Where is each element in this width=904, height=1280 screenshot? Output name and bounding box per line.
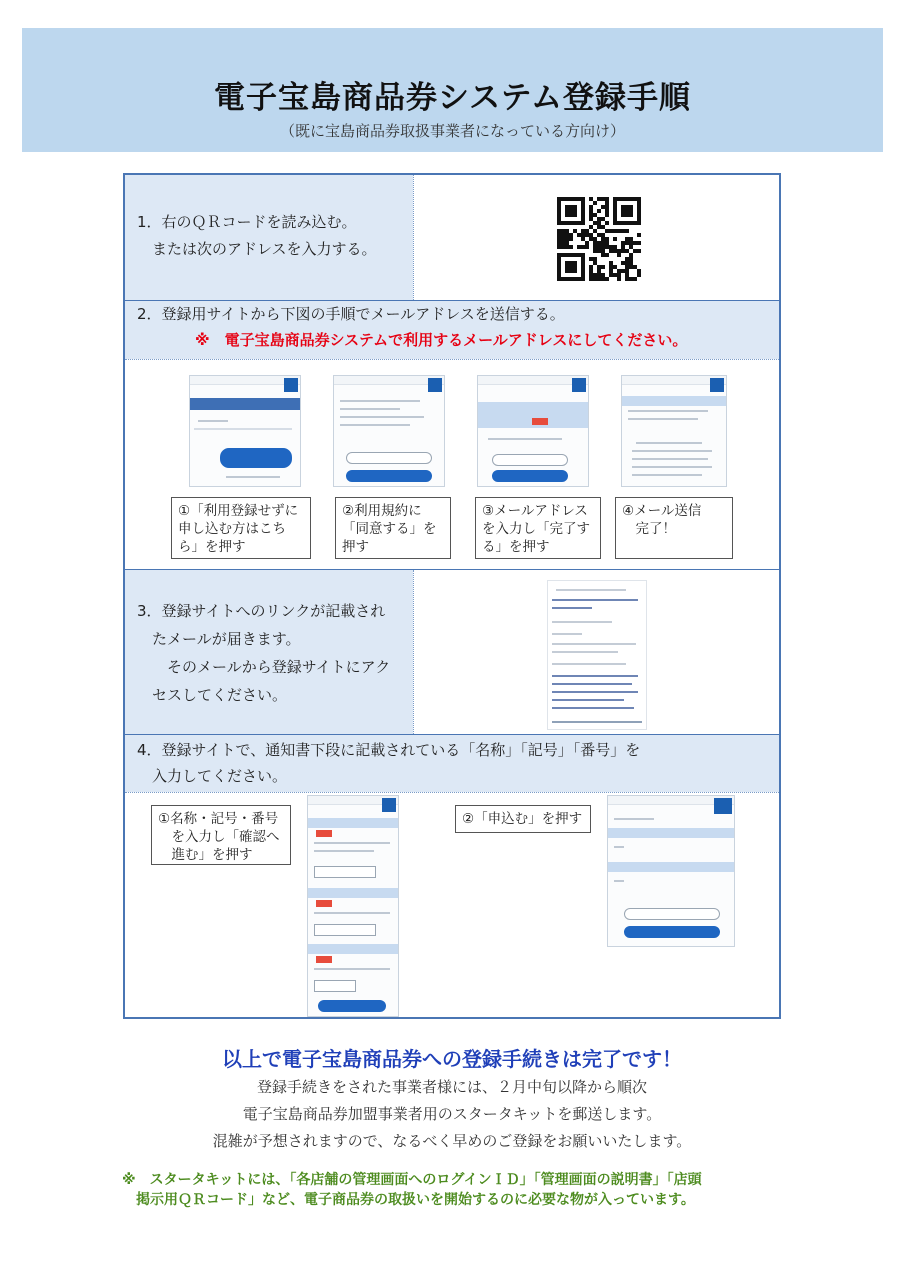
callout-step4-1: ①名称・記号・番号 を入力し「確認へ 進む」を押す [151, 805, 291, 865]
step1-line2: または次のアドレスを入力する。 [137, 240, 377, 258]
phone-screen-sent [621, 375, 727, 487]
phone-screen-email [477, 375, 589, 487]
step4-header [125, 735, 779, 792]
phone-screen-confirm [607, 795, 735, 947]
callout-step4-2: ②「申込む」を押す [455, 805, 591, 833]
step4-line1: 4．登録サイトで、通知書下段に記載されている「名称」「記号」「番号」を [137, 741, 641, 759]
step3-line2: たメールが届きます。 [137, 630, 301, 648]
step3-line4: セスしてください。 [137, 686, 288, 704]
header-banner [22, 28, 883, 152]
callout-step2-3: ③メールアドレス を入力し「完了す る」を押す [475, 497, 601, 559]
phone-screen-input [307, 795, 399, 1017]
completion-message: 以上で電子宝島商品券への登録手続きは完了です！ [222, 1047, 682, 1071]
divider-2a [125, 359, 779, 360]
step3-divider [413, 570, 414, 734]
footer-line3: 混雑が予想されますので、なるべく早めのご登録をお願いいたします。 [212, 1132, 692, 1150]
callout-step2-4: ④メール送信 完了！ [615, 497, 733, 559]
callout-step2-2: ②利用規約に 「同意する」を 押す [335, 497, 451, 559]
page-subtitle: （既に宝島商品券取扱事業者になっている方向け） [279, 122, 625, 140]
step3-line3: そのメールから登録サイトにアク [137, 658, 391, 676]
phone-screen-login [189, 375, 301, 487]
footer-line1: 登録手続きをされた事業者様には、２月中旬以降から順次 [256, 1078, 647, 1096]
step1-text-cell [125, 175, 413, 300]
step2-warning: ※ 電子宝島商品券システムで利用するメールアドレスにしてください。 [195, 331, 688, 349]
phone-screen-terms [333, 375, 445, 487]
steps-frame [123, 173, 781, 1019]
step3-text-cell [125, 570, 413, 734]
footer-line2: 電子宝島商品券加盟事業者用のスタータキットを郵送します。 [242, 1105, 662, 1123]
callout-step2-1: ①「利用登録せずに 申し込む方はこち ら」を押す [171, 497, 311, 559]
step1-line1: 1．右のＱＲコードを読み込む。 [137, 213, 357, 231]
step4-line2: 入力してください。 [137, 767, 288, 785]
divider-4a [125, 792, 779, 793]
step2-line1: 2．登録用サイトから下図の手順でメールアドレスを送信する。 [137, 305, 565, 323]
step1-divider [413, 175, 414, 300]
qr-code-icon[interactable] [557, 197, 641, 281]
page-title: 電子宝島商品券システム登録手順 [214, 80, 691, 116]
step2-header [125, 301, 779, 359]
mail-screenshot [547, 580, 647, 730]
step3-line1: 3．登録サイトへのリンクが記載され [137, 602, 386, 620]
starter-kit-note: ※ スタータキットには、「各店舗の管理画面へのログインＩＤ」「管理画面の説明書」「店頭 掲示用ＱＲコード」など、電子商品券の取扱いを開始するのに必要な物が入っています。 [122, 1172, 702, 1208]
